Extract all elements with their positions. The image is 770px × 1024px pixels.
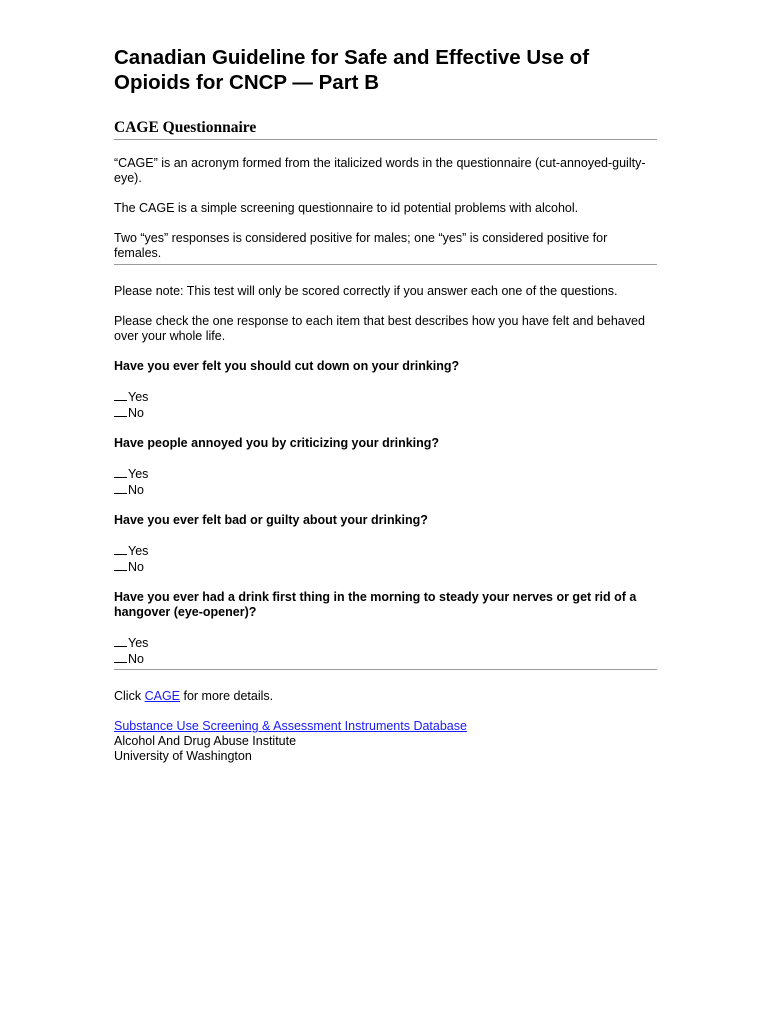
institute-name: Alcohol And Drug Abuse Institute: [114, 734, 297, 748]
answer-blank: [114, 466, 127, 478]
answer-yes-option[interactable]: [114, 543, 657, 559]
answer-no-label: No: [128, 652, 144, 666]
answer-no-label: No: [128, 406, 144, 420]
intro-paragraph-scoring: Two “yes” responses is considered positive for males; one “yes” is considered positive for females.: [114, 231, 608, 260]
click-prefix: Click: [114, 689, 142, 703]
section-heading: CAGE Questionnaire: [114, 119, 657, 140]
answer-group-cut-down: [114, 389, 657, 421]
database-link[interactable]: Substance Use Screening & Assessment Instruments Database: [114, 719, 467, 733]
divider-rule: [114, 264, 657, 265]
question-guilty: Have you ever felt bad or guilty about your drinking?: [114, 513, 428, 527]
divider-rule: [114, 669, 657, 670]
answer-blank: [114, 482, 127, 494]
answer-blank: [114, 635, 127, 647]
answer-yes-label: Yes: [128, 544, 149, 558]
question-eye-opener: Have you ever had a drink first thing in the morning to steady your nerves or get rid of a hangover (eye-opener)?: [114, 590, 637, 619]
answer-no-option[interactable]: [114, 651, 657, 667]
answer-blank: [114, 543, 127, 555]
answer-yes-label: Yes: [128, 636, 149, 650]
answer-blank: [114, 389, 127, 401]
document-page: [114, 45, 657, 764]
intro-paragraph-acronym: “CAGE” is an acronym formed from the italicized words in the questionnaire (cut-annoyed-guilty-eye).: [114, 156, 646, 185]
answer-yes-option[interactable]: [114, 466, 657, 482]
title-line-2: Opioids for CNCP — Part B: [114, 71, 380, 94]
answer-no-label: No: [128, 483, 144, 497]
university-name: University of Washington: [114, 749, 252, 763]
answer-blank: [114, 559, 127, 571]
more-details-line: [114, 689, 657, 704]
intro-paragraph-purpose: The CAGE is a simple screening questionnaire to id potential problems with alcohol.: [114, 201, 579, 215]
answer-no-label: No: [128, 560, 144, 574]
answer-no-option[interactable]: [114, 482, 657, 498]
answer-blank: [114, 405, 127, 417]
answer-blank: [114, 651, 127, 663]
answer-yes-option[interactable]: [114, 635, 657, 651]
click-suffix: for more details.: [183, 689, 274, 703]
answer-yes-label: Yes: [128, 390, 149, 404]
answer-no-option[interactable]: [114, 405, 657, 421]
answer-yes-option[interactable]: [114, 389, 657, 405]
title-line-1: Canadian Guideline for Safe and Effective Use of: [114, 46, 590, 69]
answer-no-option[interactable]: [114, 559, 657, 575]
question-cut-down: Have you ever felt you should cut down on your drinking?: [114, 359, 460, 373]
answer-group-eye-opener: [114, 635, 657, 667]
answer-group-annoyed: [114, 466, 657, 498]
answer-yes-label: Yes: [128, 467, 149, 481]
question-annoyed: Have people annoyed you by criticizing your drinking?: [114, 436, 440, 450]
cage-link[interactable]: CAGE: [144, 689, 181, 703]
source-block: [114, 719, 657, 764]
instructions-paragraph: Please check the one response to each item that best describes how you have felt and behaved over your whole life.: [114, 314, 645, 343]
document-title: [114, 45, 657, 95]
answer-group-guilty: [114, 543, 657, 575]
note-paragraph: Please note: This test will only be scored correctly if you answer each one of the questions.: [114, 284, 618, 298]
